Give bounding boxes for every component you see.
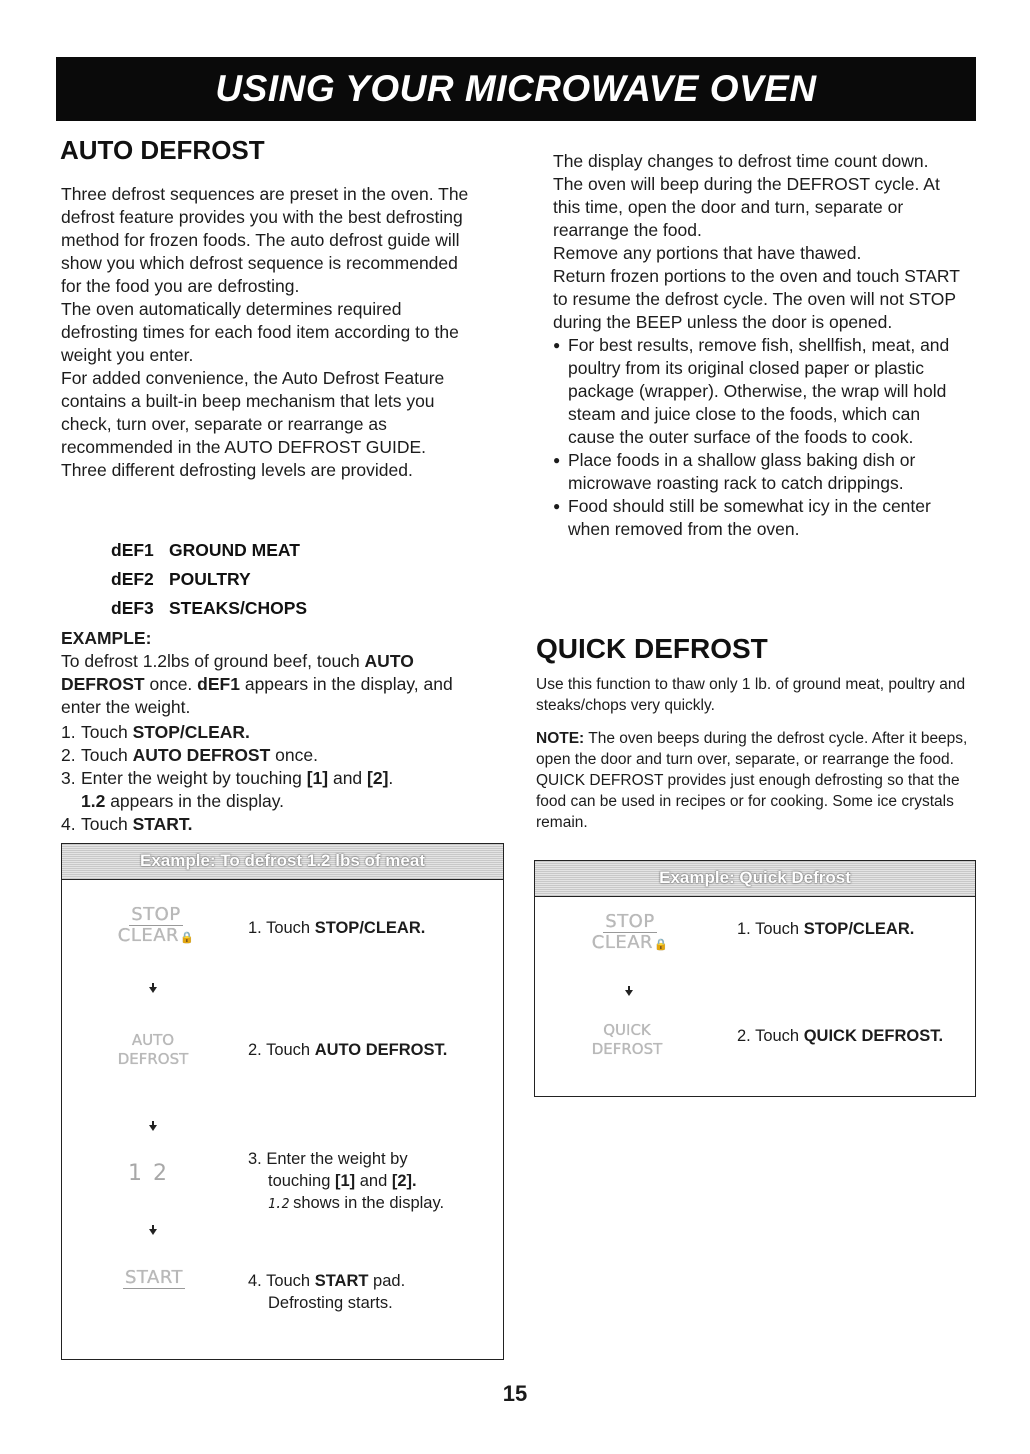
arrow-down-icon [149,1125,157,1131]
list-item: ● Food should still be somewhat icy in the center when removed from the oven. [553,496,931,539]
example-section [61,627,481,836]
arrow-down-icon [149,987,157,993]
weight-keypad-icon: 1 2 [128,1161,169,1186]
stop-clear-pad-icon: STOP CLEAR🔒 [591,911,669,953]
lock-icon: 🔒 [654,938,669,951]
page-banner: USING YOUR MICROWAVE OVEN [56,57,976,121]
defrost-level [111,594,307,623]
step-2-text: 2. Touch QUICK DEFROST. [737,1027,944,1045]
arrow-down-icon [625,990,633,996]
arrow-down-icon [149,1229,157,1235]
bullet-icon: ● [553,499,561,513]
paragraph: For added convenience, the Auto Defrost Feature contains a built-in beep mechanism that lets you check, turn over, separate or rearrange as recommended in the AUTO DEFROST GUIDE. [61,368,445,457]
auto-defrost-intro [61,183,481,482]
paragraph: The display changes to defrost time count down. The oven will beep during the DEFROST cycle. At this time, open the door and turn, separate or rearrange the food. [553,151,940,240]
auto-defrost-heading: AUTO DEFROST [60,135,265,165]
auto-defrost-pad-icon: AUTO DEFROST [117,1031,189,1068]
paragraph: Return frozen portions to the oven and touch START to resume the defrost cycle. The oven will not STOP during the BEEP unless the door is opened. [553,266,960,332]
defrost-levels-list [111,536,307,623]
quick-defrost-note: NOTE: The oven beeps during the defrost cycle. After it beeps, open the door and turn over, separate, or rearrange the food. QUICK DEFROST provides just enough defrosting so that the food can be used in recipes or for cooking. Some ice crystals remain. [536,730,968,831]
level-code: dEF2 [111,569,154,589]
list-item: ● For best results, remove fish, shellfish, meat, and poultry from its original closed paper or plastic package (wrapper). Otherwise, the wrap will hold steam and juice close to the foods, which can cause the outer surface of the foods to cook. [553,335,950,447]
list-item: 3. Enter the weight by touching [1] and [2]. [61,768,394,788]
step-2-text: 2. Touch AUTO DEFROST. [248,1041,448,1059]
list-item: 1.2 appears in the display. [81,791,285,811]
bullet-icon: ● [553,338,561,352]
stop-clear-pad-icon: STOP CLEAR🔒 [117,904,195,946]
example-intro: To defrost 1.2lbs of ground beef, touch AUTO DEFROST once. dEF1 appears in the display, and enter the weight. [61,651,453,717]
quick-defrost-text [536,674,968,833]
tips-list [553,334,963,541]
paragraph: Three defrost sequences are preset in the oven. The defrost feature provides you with the best defrosting method for frozen foods. The auto defrost guide will show you which defrost sequence is recommended for the food you are defrosting. [61,184,469,296]
example-steps [61,721,481,836]
step-1-text: 1. Touch STOP/CLEAR. [248,919,426,937]
list-item: 4. Touch START. [61,814,193,834]
step-4-text: 4. Touch START pad. Defrosting starts. [248,1272,406,1312]
defrost-level [111,536,307,565]
list-item: 1. Touch STOP/CLEAR. [61,722,250,742]
example-box-quick-defrost [534,860,976,1097]
paragraph: The oven automatically determines required defrosting times for each food item according to the weight you enter. [61,299,459,365]
defrost-level [111,565,307,594]
display-readout: 1.2 [268,1197,289,1212]
step-3-text: 3. Enter the weight by touching [1] and [2]. 1.2 shows in the display. [248,1150,445,1212]
quick-defrost-pad-icon: QUICK DEFROST [591,1021,663,1058]
step-1-text: 1. Touch STOP/CLEAR. [737,920,915,938]
level-name: STEAKS/CHOPS [169,598,308,618]
level-code: dEF1 [111,540,154,560]
defrost-cycle-text [553,150,963,541]
list-item: ● Place foods in a shallow glass baking dish or microwave roasting rack to catch drippings. [553,450,916,493]
paragraph: Three different defrosting levels are provided. [61,460,413,480]
example-box-header: Example: Quick Defrost [535,861,975,897]
list-item: 2. Touch AUTO DEFROST once. [61,745,318,765]
paragraph: Remove any portions that have thawed. [553,243,862,263]
level-name: GROUND MEAT [169,540,300,560]
level-code: dEF3 [111,598,154,618]
page-number: 15 [502,1381,528,1406]
example-box-header: Example: To defrost 1.2 lbs of meat [62,844,503,880]
example-label: EXAMPLE: [61,628,152,648]
start-pad-icon: START [124,1267,184,1288]
quick-defrost-heading: QUICK DEFROST [536,633,768,664]
bullet-icon: ● [553,453,561,467]
quick-defrost-intro: Use this function to thaw only 1 lb. of ground meat, poultry and steaks/chops very quickly. [536,676,966,714]
lock-icon: 🔒 [180,931,195,944]
level-name: POULTRY [169,569,251,589]
